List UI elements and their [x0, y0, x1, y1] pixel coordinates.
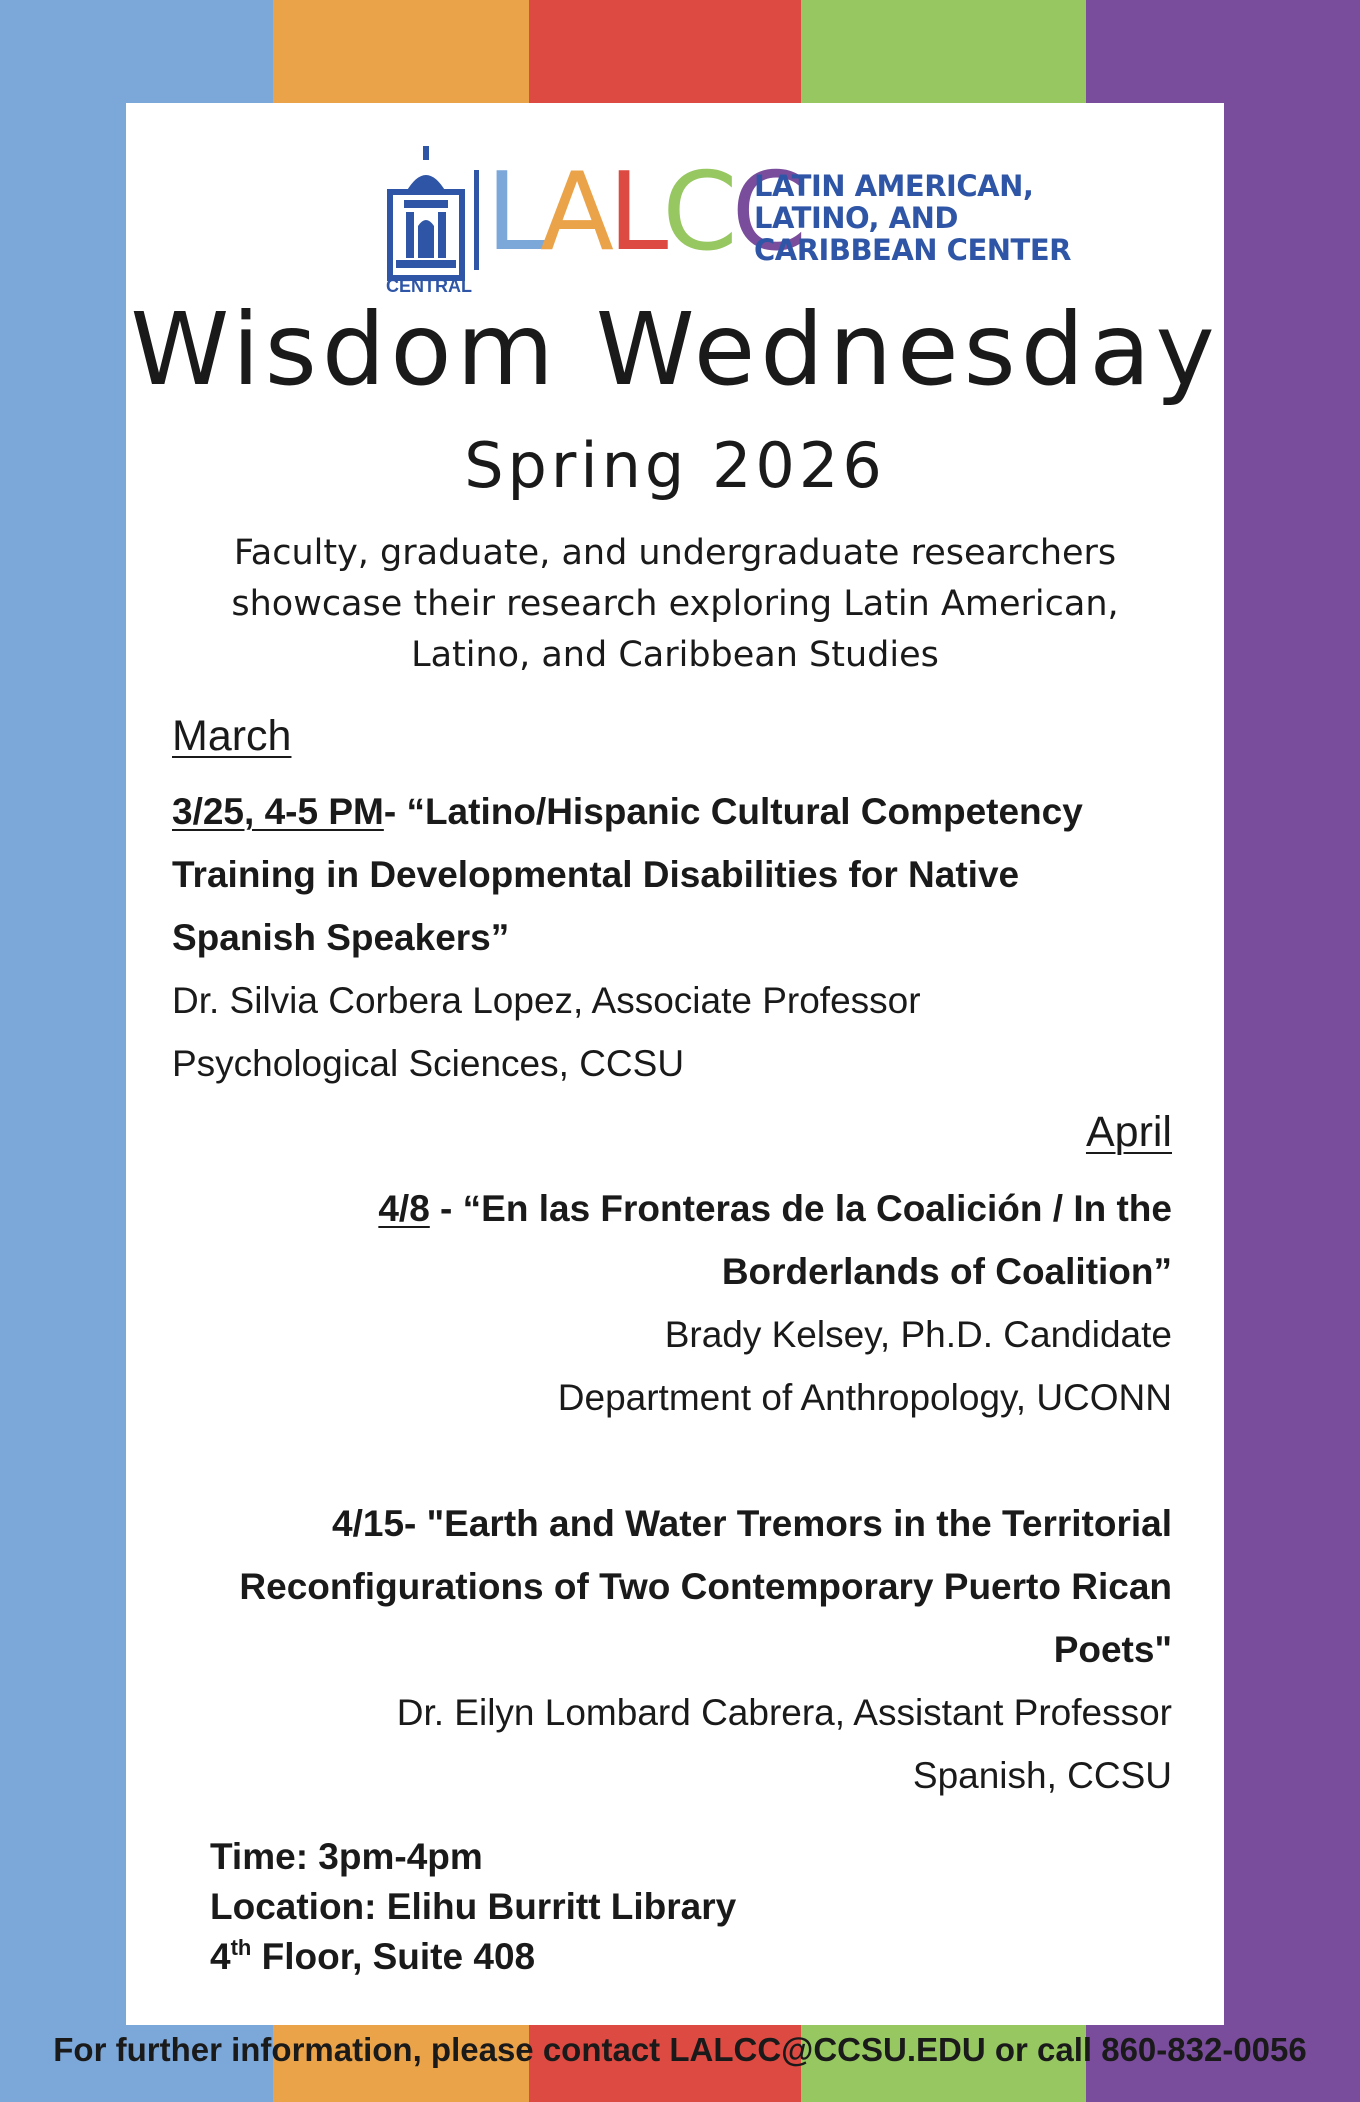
description-line: Faculty, graduate, and undergraduate researchers: [233, 533, 1117, 573]
event-title-line: Borderlands of Coalition”: [721, 1251, 1172, 1292]
event-speaker: Dr. Eilyn Lombard Cabrera, Assistant Professor: [396, 1692, 1172, 1733]
page-subtitle: Spring 2026: [464, 429, 886, 502]
floor-number: 4: [210, 1936, 231, 1977]
event-date: 4/15: [332, 1503, 405, 1544]
event-title-line: [239, 1492, 1172, 1555]
event-title-line: Poets": [1053, 1629, 1172, 1670]
month-heading-march: March: [172, 712, 292, 760]
location-info: Location: Elihu Burritt Library: [210, 1886, 737, 1927]
series-description: [200, 528, 1150, 681]
description-line: showcase their research exploring Latin American,: [231, 584, 1119, 624]
event-logistics: [210, 1832, 736, 1982]
event-title-line: Spanish Speakers”: [172, 917, 510, 958]
event-april-15: [239, 1492, 1172, 1807]
lalcc-letter: L: [608, 150, 663, 275]
event-date: 3/25, 4-5 PM: [172, 791, 384, 832]
lalcc-letter: A: [540, 150, 609, 275]
event-title: - “En las Fronteras de la Coalición / In the: [429, 1188, 1172, 1229]
logo-name-line: LATINO, AND: [754, 201, 958, 235]
event-speaker: Brady Kelsey, Ph.D. Candidate: [664, 1314, 1172, 1355]
event-department: Psychological Sciences, CCSU: [172, 1043, 685, 1084]
time-info: Time: 3pm-4pm: [210, 1836, 483, 1877]
logo-name-line: LATIN AMERICAN,: [754, 169, 1034, 203]
event-march-25: [172, 780, 1083, 1095]
logo-name-line: CARIBBEAN CENTER: [754, 233, 1071, 267]
event-department: Spanish, CCSU: [912, 1755, 1172, 1796]
event-title: - “Latino/Hispanic Cultural Competency: [383, 791, 1083, 832]
contact-footer: For further information, please contact LALCC@CCSU.EDU or call 860-832-0056: [53, 2031, 1307, 2068]
event-april-8: [378, 1177, 1172, 1429]
event-department: Department of Anthropology, UCONN: [557, 1377, 1172, 1418]
description-line: Latino, and Caribbean Studies: [411, 635, 939, 675]
floor-suffix: th: [230, 1935, 252, 1960]
logo-central-label: CENTRAL: [386, 276, 472, 296]
ccsu-seal-icon: [386, 140, 468, 297]
lalcc-letter: L: [486, 150, 541, 275]
floor-rest: Floor, Suite 408: [251, 1936, 536, 1977]
lalcc-letter: C: [662, 150, 732, 275]
event-title: - "Earth and Water Tremors in the Territorial: [404, 1503, 1172, 1544]
event-speaker: Dr. Silvia Corbera Lopez, Associate Professor: [172, 980, 921, 1021]
event-title-line: Reconfigurations of Two Contemporary Puerto Rican: [239, 1566, 1172, 1607]
event-title-line: [378, 1177, 1172, 1240]
floor-info: [210, 1932, 736, 1982]
lalcc-logo: [386, 140, 1071, 300]
page-title: Wisdom Wednesday: [130, 291, 1220, 408]
lalcc-letter: C: [731, 150, 802, 275]
month-heading-april: April: [1085, 1108, 1172, 1156]
event-title-line: Training in Developmental Disabilities for Native: [172, 854, 1020, 895]
logo-divider: [474, 170, 479, 270]
event-title-line: [172, 780, 1083, 843]
event-date: 4/8: [378, 1188, 430, 1229]
logo-center-name: [754, 170, 1071, 266]
